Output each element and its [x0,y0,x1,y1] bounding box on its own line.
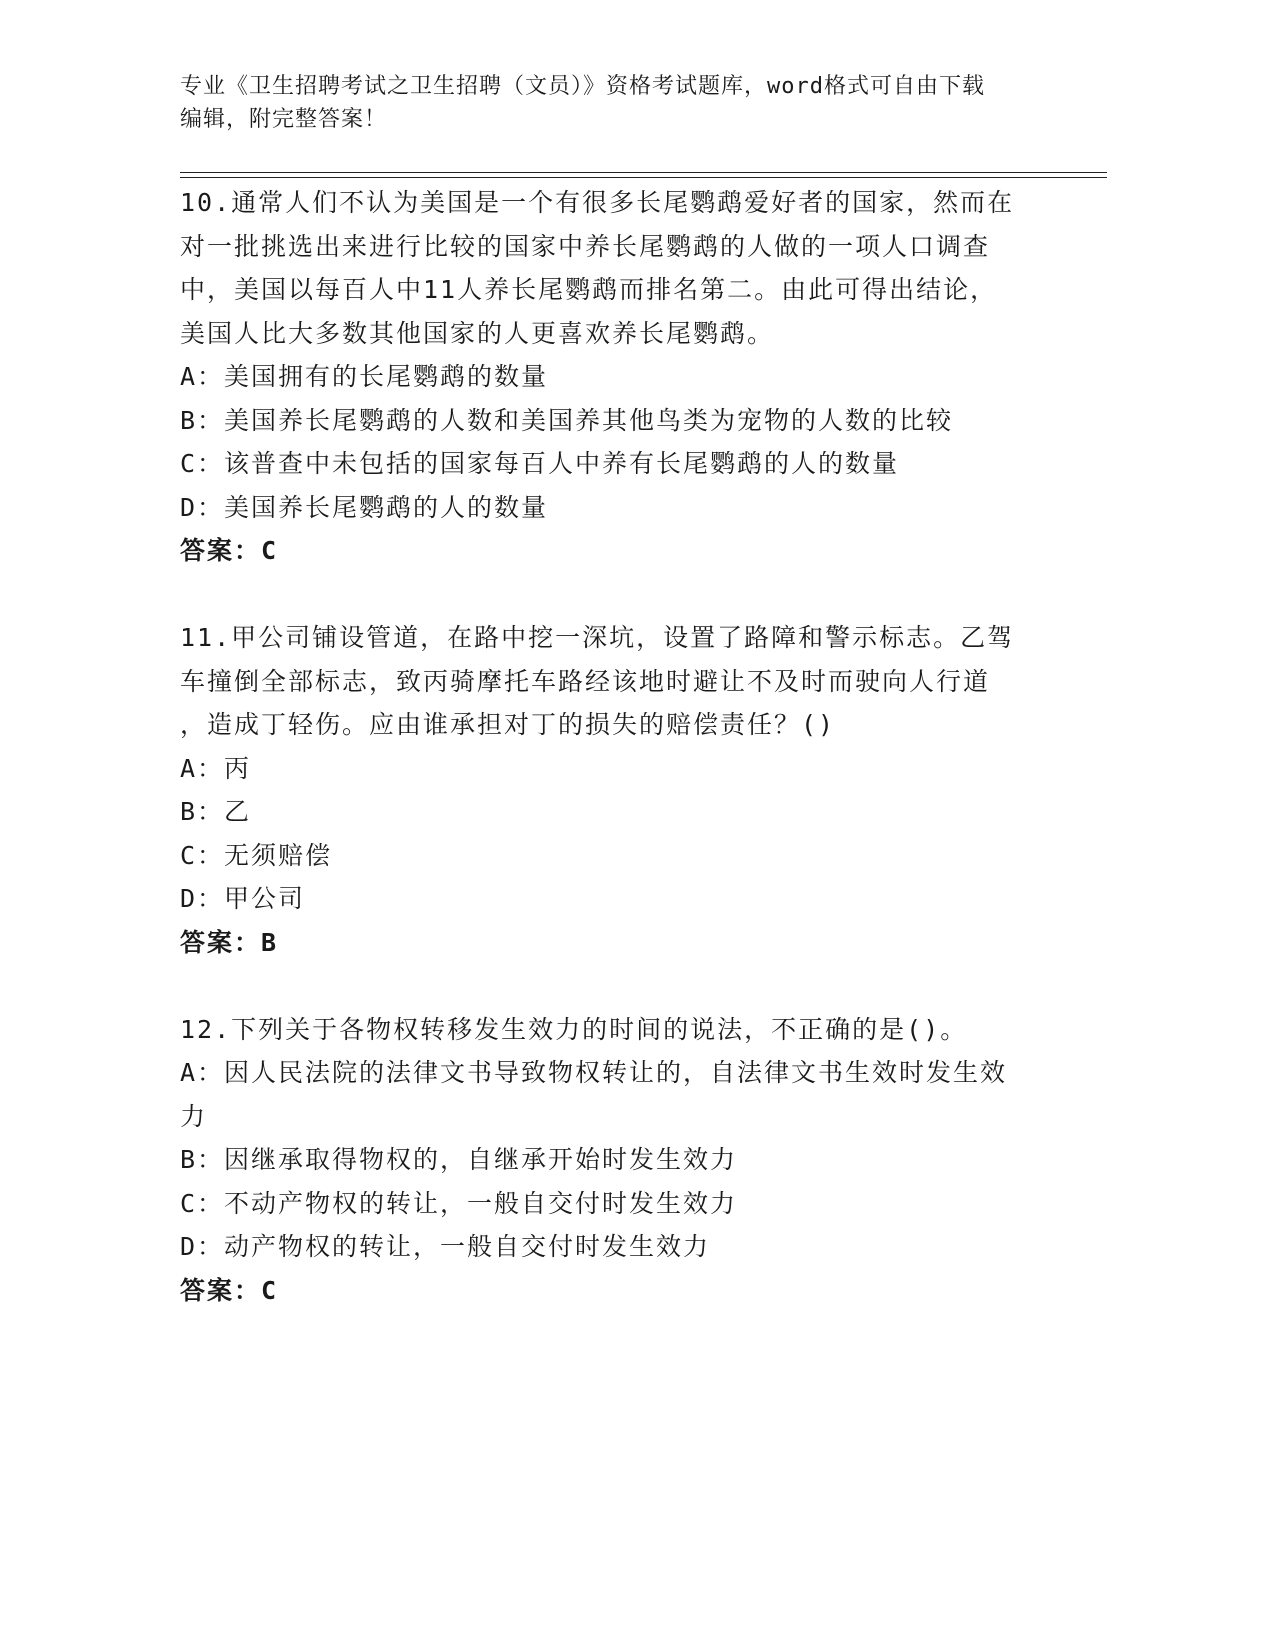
option-b: B：美国养长尾鹦鹉的人数和美国养其他鸟类为宠物的人数的比较 [180,405,954,435]
question-12 [180,1008,1040,1313]
stem-line: 中，美国以每百人中11人养长尾鹦鹉而排名第二。由此可得出结论， [180,275,998,304]
option-c: C：无须赔偿 [180,840,333,870]
option-a: A：丙 [180,753,252,783]
answer-label: 答案：B [180,927,279,957]
stem-line: 对一批挑选出来进行比较的国家中养长尾鹦鹉的人做的一项人口调查 [180,231,991,261]
option-d: D：美国养长尾鹦鹉的人的数量 [180,492,549,522]
option-c: C：不动产物权的转让，一般自交付时发生效力 [180,1188,738,1218]
stem-line: 10.通常人们不认为美国是一个有很多长尾鹦鹉爱好者的国家，然而在 [180,188,1015,217]
question-stem [180,181,1040,355]
option-a: A：美国拥有的长尾鹦鹉的数量 [180,362,549,391]
stem-line: 12.下列关于各物权转移发生效力的时间的说法，不正确的是()。 [180,1014,968,1044]
header-divider [180,172,1107,178]
header-line-1: 专业《卫生招聘考试之卫生招聘（文员）》资格考试题库，word格式可自由下载 [180,74,985,99]
header-line-2: 编辑，附完整答案！ [180,107,388,132]
option-d: D：甲公司 [180,884,306,913]
question-stem [180,1008,1040,1052]
answer-label: 答案：C [180,1275,279,1305]
option-d: D：动产物权的转让，一般自交付时发生效力 [180,1232,711,1261]
option-a: A：因人民法院的法律文书导致物权转让的，自法律文书生效时发生效 [180,1058,1008,1087]
stem-line: 11.甲公司铺设管道，在路中挖一深坑，设置了路障和警示标志。乙驾 [180,623,1015,652]
option-c: C：该普查中未包括的国家每百人中养有长尾鹦鹉的人的数量 [180,449,900,478]
document-header [180,70,1060,136]
option-a-continued: 力 [180,1101,208,1131]
stem-line: 车撞倒全部标志，致丙骑摩托车路经该地时避让不及时而驶向人行道 [180,666,991,696]
question-stem [180,616,1040,747]
stem-line: 美国人比大多数其他国家的人更喜欢养长尾鹦鹉。 [180,318,775,348]
option-b: B：乙 [180,797,252,826]
option-b: B：因继承取得物权的，自继承开始时发生效力 [180,1145,738,1174]
stem-line: ，造成丁轻伤。应由谁承担对丁的损失的赔偿责任？() [180,710,836,739]
question-10 [180,181,1040,573]
answer-label: 答案：C [180,536,279,565]
question-11 [180,616,1040,965]
question-list [180,181,1040,1356]
